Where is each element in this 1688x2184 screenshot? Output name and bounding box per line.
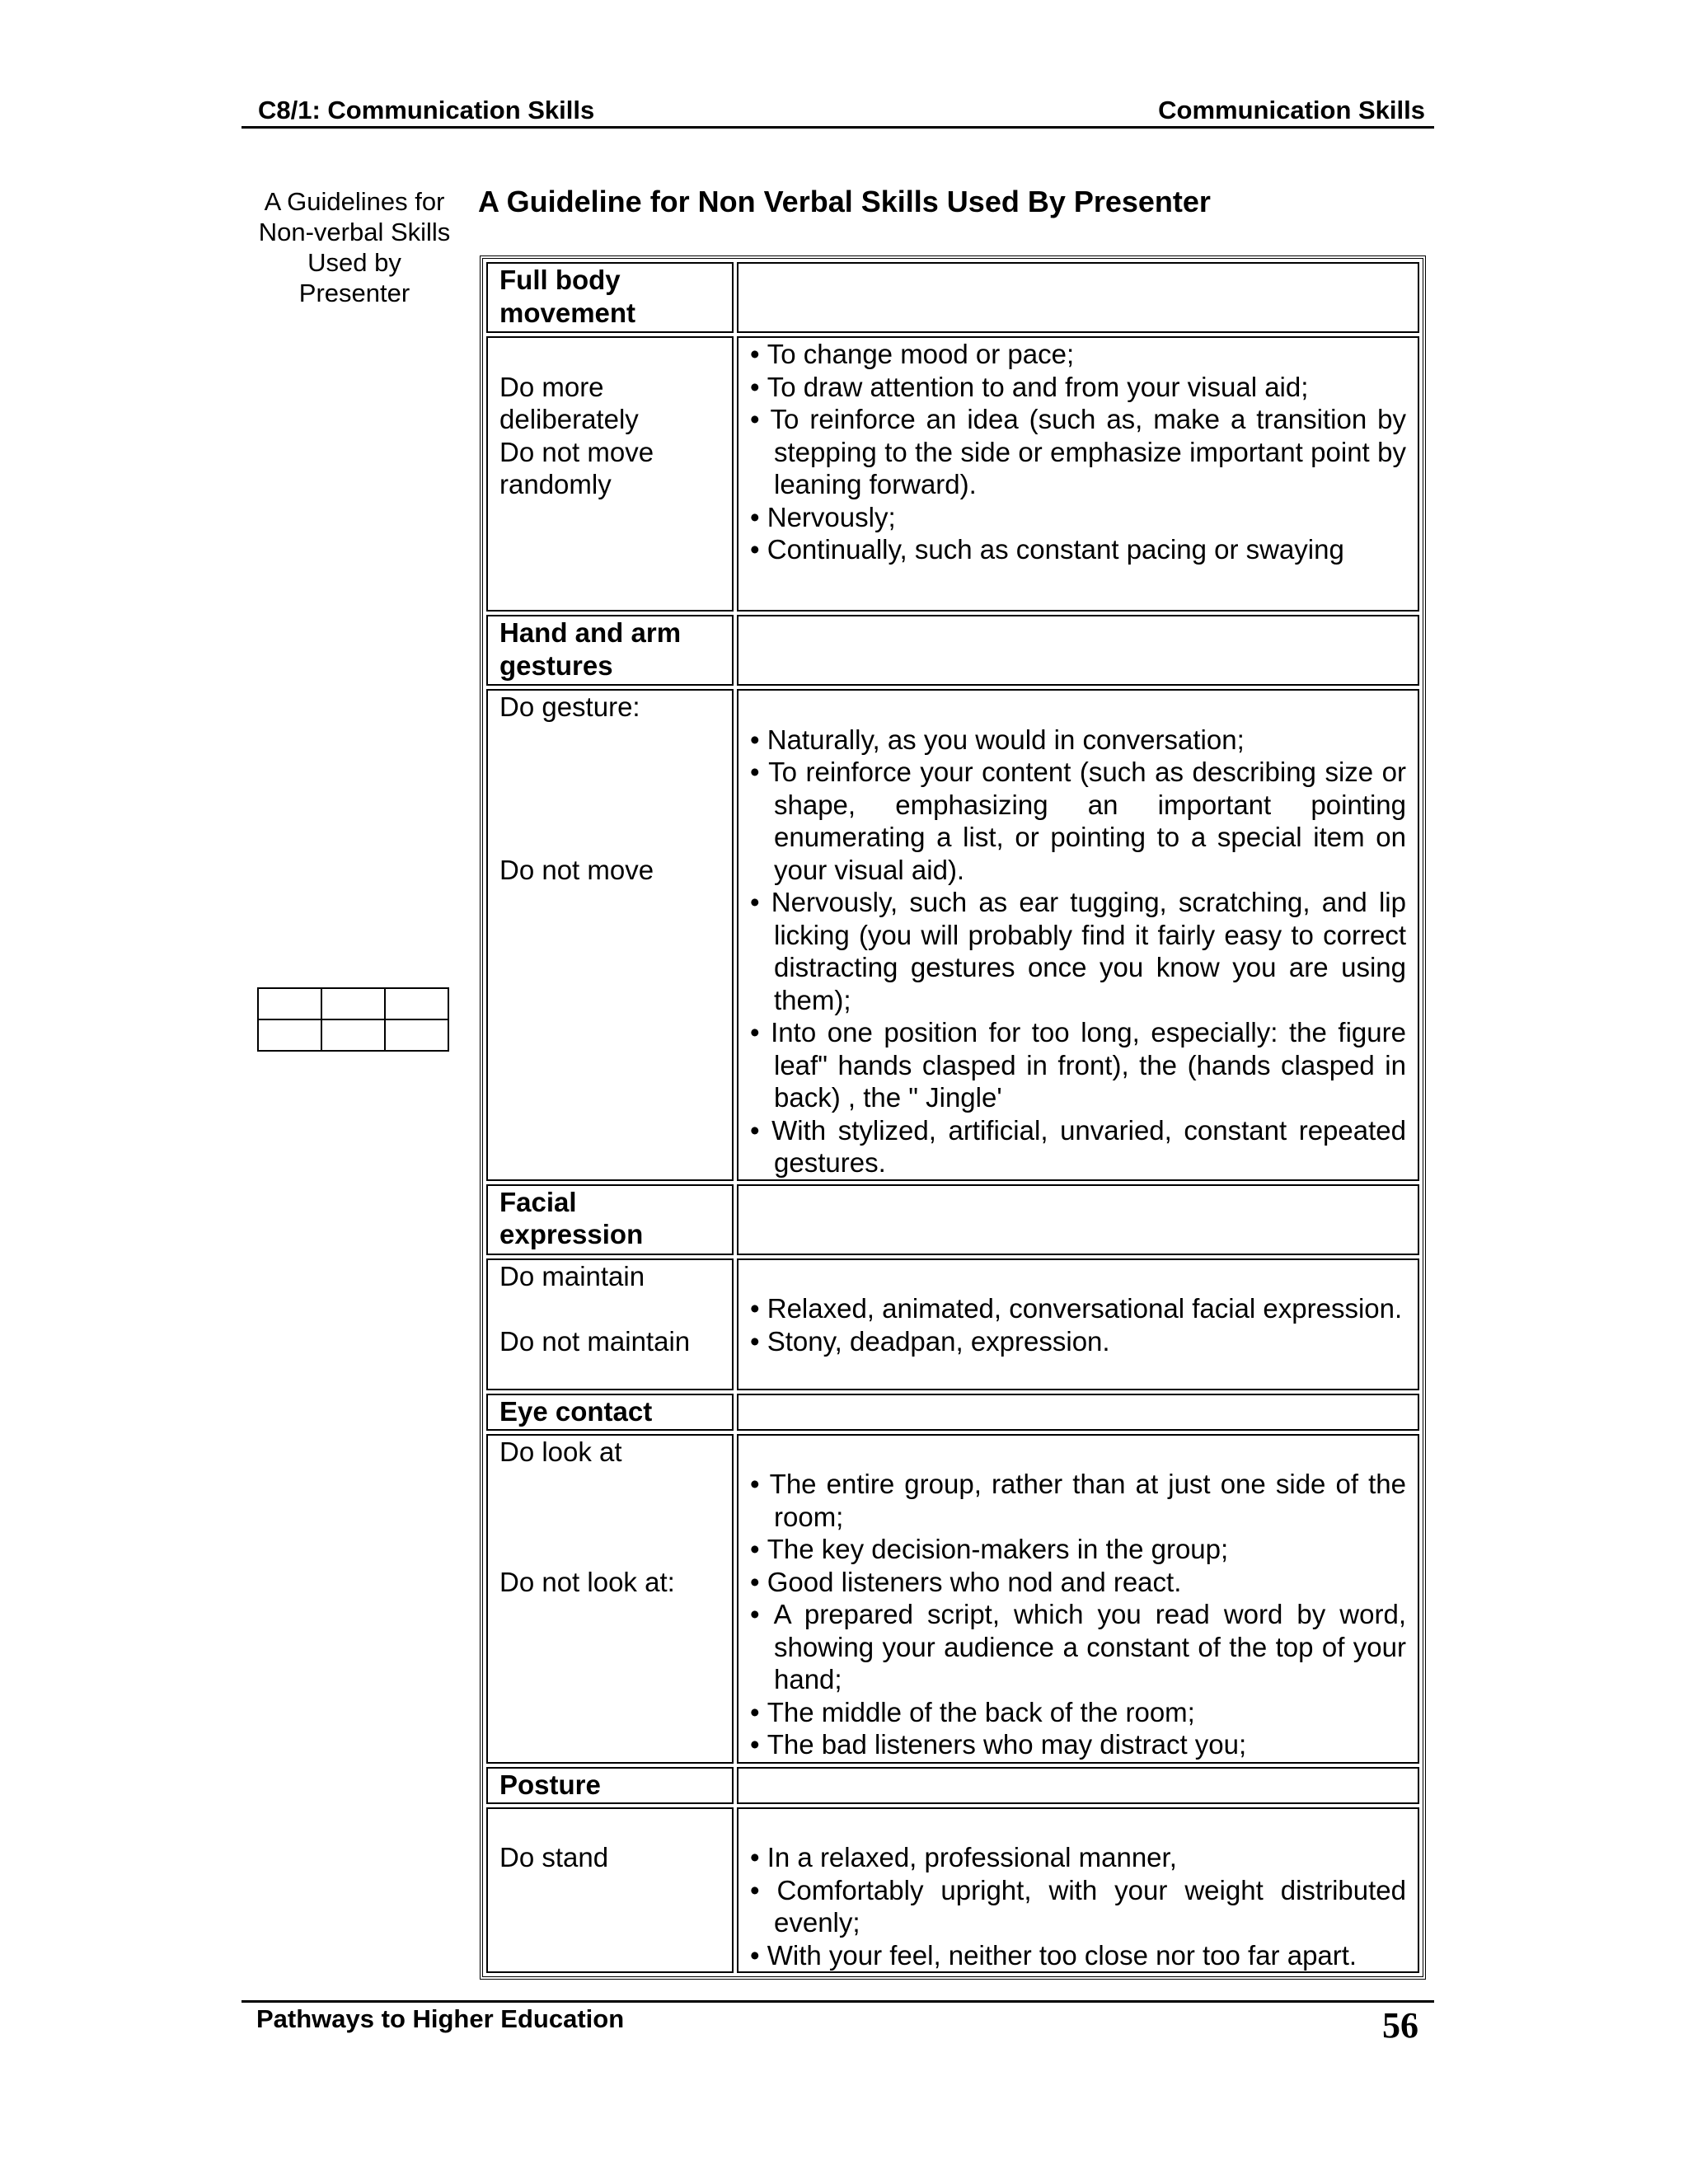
bullet-item: • To draw attention to and from your visual aid; (750, 371, 1406, 404)
margin-note-line: A Guidelines for (264, 187, 445, 216)
guideline-row (486, 689, 1419, 1181)
margin-note-line: Presenter (298, 279, 410, 307)
category-label: Posture (499, 1769, 601, 1800)
bullet-item: • Stony, deadpan, expression. (750, 1325, 1406, 1358)
category-label: Full body (499, 265, 621, 295)
bullet-list (750, 724, 1406, 1179)
category-row (486, 1184, 1419, 1255)
bullet-item: • A prepared script, which you read word by word, showing your audience a constant of the top of your hand; (750, 1598, 1406, 1696)
footer-rule (241, 2000, 1434, 2003)
action-label: Do not move (499, 854, 654, 885)
category-row (486, 615, 1419, 686)
bullet-item: • With your feel, neither too close nor too far apart. (750, 1939, 1406, 1972)
guideline-row (486, 1258, 1419, 1390)
category-label: gestures (499, 649, 613, 681)
category-label: Facial (499, 1186, 577, 1217)
category-cell (486, 262, 734, 333)
footer-text: Pathways to Higher Education (256, 2004, 625, 2033)
category-empty-cell (737, 1767, 1419, 1804)
bullet-item: • Nervously, such as ear tugging, scratching, and lip licking (you will probably find it fairly easy to correct distracting gestures once you know you are using them); (750, 886, 1406, 1016)
action-label: Do more deliberately (499, 371, 639, 434)
bullet-item: • Naturally, as you would in conversation; (750, 724, 1406, 757)
action-label: Do maintain (499, 1260, 645, 1291)
bullet-item: • To change mood or pace; (750, 338, 1406, 371)
bullet-list (750, 1468, 1406, 1761)
guideline-bullets-cell (737, 1258, 1419, 1390)
bullet-item: • To reinforce an idea (such as, make a transition by stepping to the side or emphasize important point by leaning forward). (750, 403, 1406, 501)
category-empty-cell (737, 1184, 1419, 1255)
guideline-row (486, 1807, 1419, 1974)
guideline-bullets-cell (737, 1807, 1419, 1974)
category-cell (486, 1394, 734, 1431)
action-labels-cell (486, 336, 734, 612)
guideline-bullets-cell (737, 1434, 1419, 1764)
guidelines-table-body (486, 262, 1419, 1973)
running-header-right: Communication Skills (1158, 96, 1425, 124)
bullet-list (750, 1292, 1406, 1357)
action-labels-cell (486, 1434, 734, 1764)
action-labels-cell (486, 1807, 734, 1974)
action-label: Do not look at: (499, 1566, 675, 1597)
bullet-item: • Good listeners who nod and react. (750, 1566, 1406, 1599)
category-row (486, 1394, 1419, 1431)
bullet-item: • The entire group, rather than at just one side of the room; (750, 1468, 1406, 1533)
bullet-item: • With stylized, artificial, unvaried, constant repeated gestures. (750, 1114, 1406, 1179)
margin-note-line: Used by (307, 248, 401, 277)
bullet-item: • The key decision-makers in the group; (750, 1533, 1406, 1566)
bullet-item: • Comfortably upright, with your weight distributed evenly; (750, 1874, 1406, 1939)
category-cell (486, 615, 734, 686)
bullet-item: • The middle of the back of the room; (750, 1696, 1406, 1729)
action-label: Do look at (499, 1436, 622, 1467)
action-label: Do stand (499, 1842, 609, 1872)
action-label: Do not maintain (499, 1325, 691, 1357)
action-labels-cell (486, 689, 734, 1181)
bullet-item: • The bad listeners who may distract you; (750, 1728, 1406, 1761)
page-title: A Guideline for Non Verbal Skills Used By Presenter (478, 185, 1211, 218)
category-empty-cell (737, 262, 1419, 333)
margin-note (247, 186, 462, 308)
category-label: Eye contact (499, 1395, 653, 1427)
bullet-item: • Into one position for too long, especially: the figure leaf" hands clasped in front), the (hands clasped in back) , the " Jingle' (750, 1016, 1406, 1114)
margin-grid-icon (257, 987, 449, 1052)
category-empty-cell (737, 1394, 1419, 1431)
category-row (486, 262, 1419, 333)
bullet-item: • Nervously; (750, 501, 1406, 534)
header-rule (241, 126, 1434, 129)
running-header-left: C8/1: Communication Skills (258, 96, 595, 124)
bullet-item: • To reinforce your content (such as describing size or shape, emphasizing an important pointing enumerating a list, or pointing to a special item on your visual aid). (750, 756, 1406, 886)
action-labels-cell (486, 1258, 734, 1390)
category-label: expression (499, 1219, 644, 1249)
page-number: 56 (1382, 2005, 1418, 2046)
action-label: Do gesture: (499, 691, 640, 722)
guidelines-table (480, 255, 1426, 1980)
bullet-item: • In a relaxed, professional manner, (750, 1841, 1406, 1874)
guideline-row (486, 1434, 1419, 1764)
bullet-item: • Continually, such as constant pacing or swaying (750, 533, 1406, 566)
guideline-bullets-cell (737, 336, 1419, 612)
bullet-item: • Relaxed, animated, conversational facial expression. (750, 1292, 1406, 1325)
category-empty-cell (737, 615, 1419, 686)
category-label: movement (499, 297, 636, 328)
category-row (486, 1767, 1419, 1804)
category-cell (486, 1767, 734, 1804)
guideline-bullets-cell (737, 689, 1419, 1181)
category-cell (486, 1184, 734, 1255)
margin-note-line: Non-verbal Skills (258, 218, 451, 246)
action-label: Do not move randomly (499, 436, 654, 499)
guideline-row (486, 336, 1419, 612)
category-label: Hand and arm (499, 617, 682, 648)
bullet-list (750, 338, 1406, 566)
bullet-list (750, 1841, 1406, 1971)
